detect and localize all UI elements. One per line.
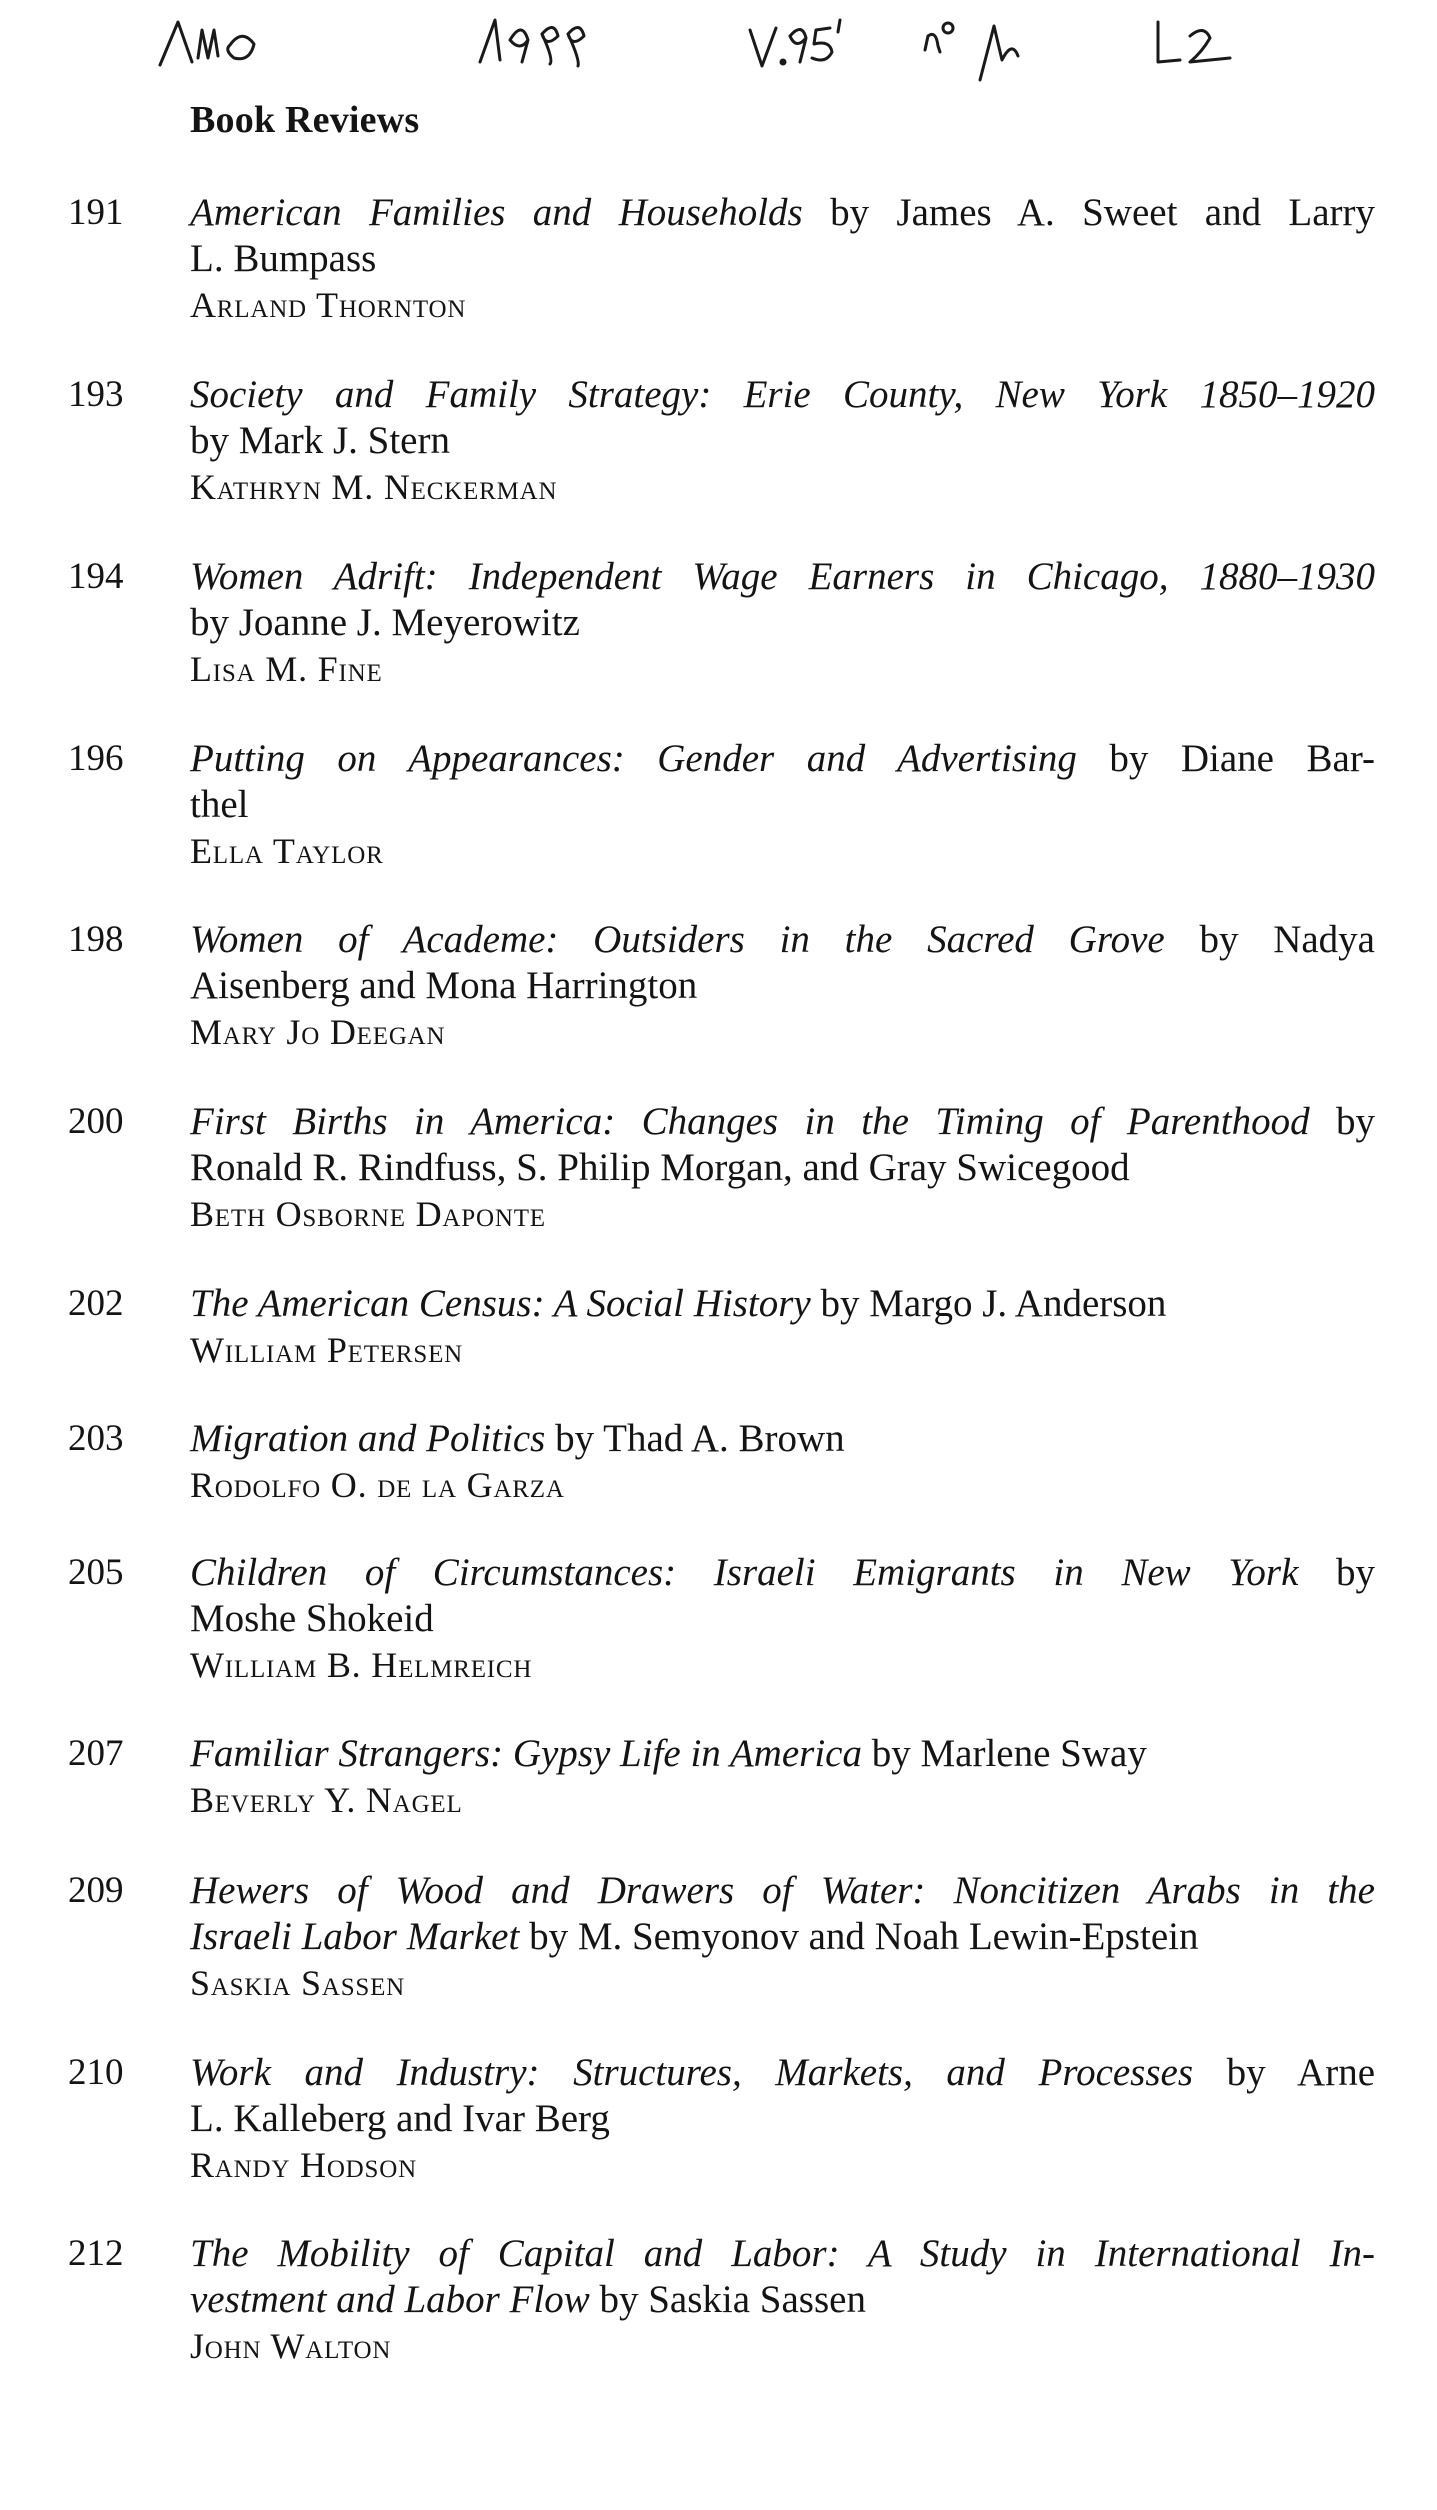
handwriting-strokes-icon [150, 0, 1390, 100]
review-citation [190, 1868, 1375, 2006]
reviewer-name: William Petersen [190, 1330, 463, 1370]
reviewer-name: Ella Taylor [190, 831, 384, 871]
citation-line [190, 1868, 1375, 1914]
citation-line [190, 1145, 1375, 1191]
citation-line [190, 372, 1375, 418]
reviewer-name: John Walton [190, 2326, 392, 2366]
book-authors: L. Bumpass [190, 237, 377, 280]
citation-line [190, 190, 1375, 236]
review-citation [190, 1731, 1375, 1823]
page-number: 198 [68, 919, 124, 960]
review-citation [190, 2231, 1375, 2369]
reviewer-name: Saskia Sassen [190, 1963, 406, 2003]
citation-line [190, 1596, 1375, 1642]
book-title: The Mobility of Capital and Labor: A Study in International In- [190, 2232, 1375, 2275]
citation-line [190, 2277, 1375, 2323]
page-number: 203 [68, 1418, 124, 1459]
page-number: 205 [68, 1552, 124, 1593]
book-title: First Births in America: Changes in the Timing of Parenthood [190, 1100, 1310, 1143]
book-authors: Aisenberg and Mona Harrington [190, 964, 698, 1007]
review-citation [190, 1416, 1375, 1508]
book-authors: by [1309, 1100, 1375, 1143]
reviewer-name: Randy Hodson [190, 2145, 417, 2185]
page-number: 193 [68, 374, 124, 415]
book-authors: by Margo J. Anderson [810, 1282, 1167, 1325]
reviewer-name: Beth Osborne Daponte [190, 1194, 546, 1234]
citation-line [190, 2096, 1375, 2142]
reviewer-name: Mary Jo Deegan [190, 1012, 446, 1052]
book-authors: by Diane Bar- [1076, 737, 1376, 780]
citation-line [190, 1731, 1375, 1777]
book-title: Migration and Politics [190, 1417, 546, 1460]
citation-line [190, 2231, 1375, 2277]
book-title: Israeli Labor Market [190, 1915, 520, 1958]
handwritten-annotation [150, 0, 1390, 100]
book-authors: Moshe Shokeid [190, 1597, 434, 1640]
citation-line [190, 418, 1375, 464]
reviewer-name: Lisa M. Fine [190, 649, 383, 689]
book-authors: by [1298, 1551, 1375, 1594]
book-authors: by Thad A. Brown [545, 1417, 845, 1460]
book-authors: by Joanne J. Meyerowitz [190, 601, 580, 644]
citation-line [190, 917, 1375, 963]
review-citation [190, 917, 1375, 1055]
reviewer-name: Rodolfo O. de la Garza [190, 1465, 565, 1505]
review-citation [190, 190, 1375, 328]
book-title: Children of Circumstances: Israeli Emigrants in New York [190, 1551, 1299, 1594]
review-citation [190, 1550, 1375, 1688]
reviewer-name: Beverly Y. Nagel [190, 1780, 463, 1820]
page-number: 209 [68, 1870, 124, 1911]
book-title: Work and Industry: Structures, Markets, and Processes [190, 2051, 1194, 2094]
reviewer-name: Arland Thornton [190, 285, 467, 325]
book-title: Women of Academe: Outsiders in the Sacred Grove [190, 918, 1165, 961]
review-citation [190, 1099, 1375, 1237]
book-authors: by Arne [1193, 2051, 1375, 2094]
citation-line [190, 736, 1375, 782]
book-title: vestment and Labor Flow [190, 2278, 590, 2321]
book-title: American Families and Households [190, 191, 803, 234]
citation-line [190, 2050, 1375, 2096]
reviewer-name: Kathryn M. Neckerman [190, 467, 558, 507]
citation-line [190, 1550, 1375, 1596]
page-number: 210 [68, 2052, 124, 2093]
book-authors: L. Kalleberg and Ivar Berg [190, 2097, 610, 2140]
review-citation [190, 1281, 1375, 1373]
book-authors: by James A. Sweet and Larry [802, 191, 1375, 234]
book-authors: by Nadya [1164, 918, 1375, 961]
citation-line [190, 236, 1375, 282]
book-title: Hewers of Wood and Drawers of Water: Noncitizen Arabs in the [190, 1869, 1375, 1912]
page-number: 212 [68, 2233, 124, 2274]
citation-line [190, 1099, 1375, 1145]
book-authors: thel [190, 783, 249, 826]
book-authors: Ronald R. Rindfuss, S. Philip Morgan, and Gray Swicegood [190, 1146, 1130, 1189]
book-authors: by Marlene Sway [861, 1732, 1147, 1775]
book-title: Familiar Strangers: Gypsy Life in America [190, 1732, 862, 1775]
citation-line [190, 600, 1375, 646]
book-authors: by Saskia Sassen [589, 2278, 866, 2321]
book-title: The American Census: A Social History [190, 1282, 811, 1325]
review-citation [190, 554, 1375, 692]
page-number: 191 [68, 192, 124, 233]
page-number: 207 [68, 1733, 124, 1774]
reviewer-name: William B. Helmreich [190, 1645, 533, 1685]
page-number: 202 [68, 1283, 124, 1324]
review-citation [190, 736, 1375, 874]
citation-line [190, 782, 1375, 828]
review-citation [190, 2050, 1375, 2188]
review-citation [190, 372, 1375, 510]
book-title: Women Adrift: Independent Wage Earners in Chicago, 1880–1930 [190, 555, 1375, 598]
page-number: 194 [68, 556, 124, 597]
book-title: Society and Family Strategy: Erie County, New York 1850–1920 [190, 373, 1375, 416]
citation-line [190, 1416, 1375, 1462]
book-title: Putting on Appearances: Gender and Advertising [190, 737, 1077, 780]
page-number: 200 [68, 1101, 124, 1142]
book-authors: by Mark J. Stern [190, 419, 450, 462]
citation-line [190, 963, 1375, 1009]
page-number: 196 [68, 738, 124, 779]
citation-line [190, 1281, 1375, 1327]
section-heading: Book Reviews [190, 99, 420, 141]
citation-line [190, 554, 1375, 600]
book-authors: by M. Semyonov and Noah Lewin-Epstein [519, 1915, 1199, 1958]
citation-line [190, 1914, 1375, 1960]
